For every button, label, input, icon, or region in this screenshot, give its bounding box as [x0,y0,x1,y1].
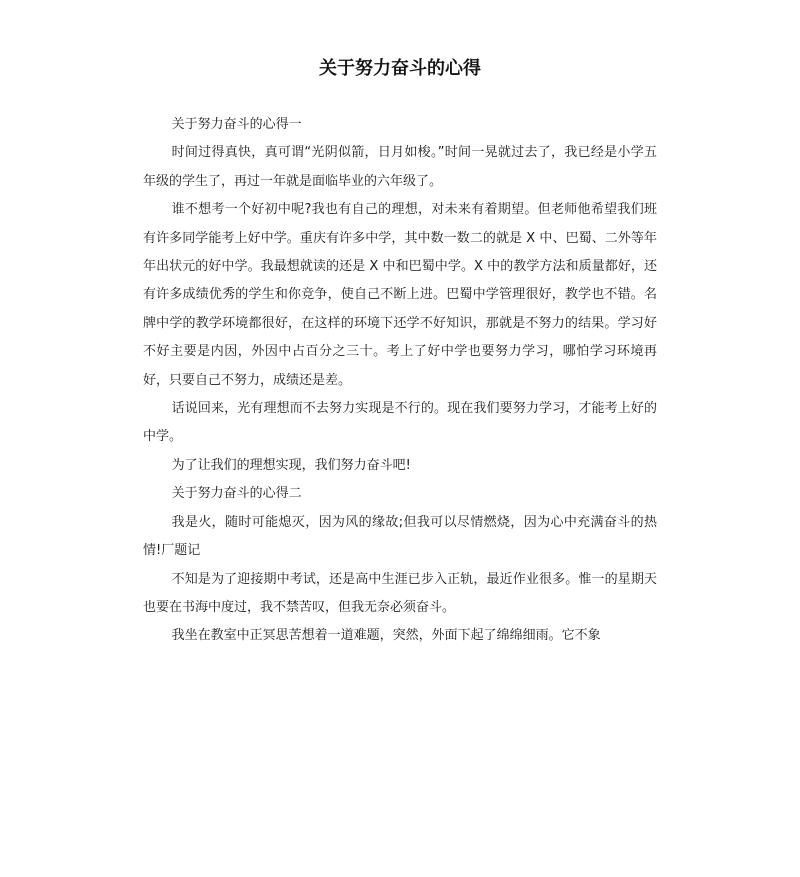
paragraph: 为了让我们的理想实现，我们努力奋斗吧! [171,457,411,473]
paragraph: 我是火，随时可能熄灭，因为风的缘故;但我可以尽情燃烧，因为心中充满奋斗的热情!厂题记 [143,514,657,559]
paragraph: 时间过得真快，真可谓“光阴似箭，日月如梭。”时间一晃就过去了，我已经是小学五年级的学生了，再过一年就是面临毕业的六年级了。 [143,145,657,189]
section-heading-1: 关于努力奋斗的心得一 [171,117,302,132]
section-heading-2: 关于努力奋斗的心得二 [171,486,302,502]
paragraph: 不知是为了迎接期中考试，还是高中生涯已步入正轨，最近作业很多。惟一的星期天也要在书海中度过，我不禁苦叹，但我无奈必须奋斗。 [143,571,657,615]
paragraph: 我坐在教室中正冥思苦想着一道难题，突然，外面下起了绵绵细雨。它不象 [171,628,601,644]
document-body [143,111,657,651]
paragraph: 谁不想考一个好初中呢?我也有自己的理想，对未来有着期望。但老师他希望我们班有许多同学能考上好中学。重庆有许多中学，其中数一数二的就是 X 中、巴蜀、二外等年年出状元的好中学。我最想就读的还是 X 中和巴蜀中学。X 中的教学方法和质量都好，还有许多成绩优秀的学生和你竞争，使自己不断上进。巴蜀中学管理很好，教学也不错。名牌中学的教学环境都很好，在这样的环境下还学不好知识，那就是不努力的结果。学习好不好主要是内因，外因中占百分之三十。考上了好中学也要努力学习，哪怕学习环境再好，只要自己不努力，成绩还是差。 [143,202,657,388]
paragraph: 话说回来，光有理想而不去努力实现是不行的。现在我们要努力学习，才能考上好的中学。 [143,401,657,445]
document-title: 关于努力奋斗的心得 [319,58,481,79]
